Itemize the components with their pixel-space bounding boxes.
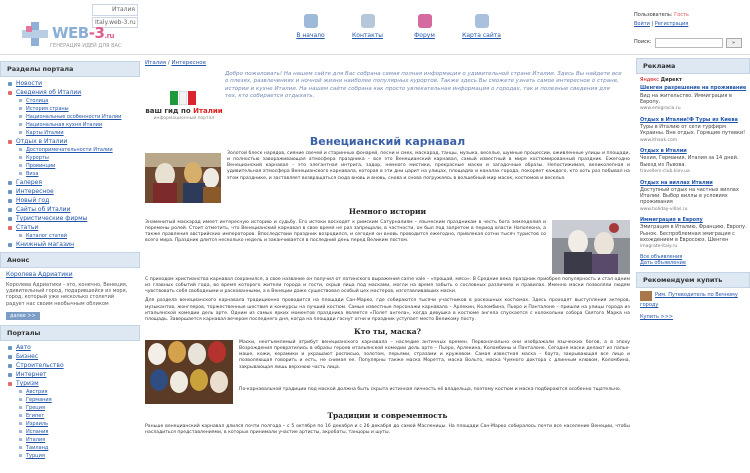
- ad-item: [640, 217, 748, 250]
- book-cover-image: [640, 291, 652, 301]
- carnival-photo-2: [552, 220, 630, 274]
- sidebar-item[interactable]: [6, 178, 136, 187]
- sidebar-item[interactable]: [6, 214, 136, 223]
- sidebar-item-label[interactable]: Карты Италии: [26, 130, 64, 137]
- contacts-icon: [361, 14, 375, 28]
- carnival-photo-1: [145, 153, 221, 203]
- sidebar-item[interactable]: [6, 196, 136, 205]
- sidebar-item-label[interactable]: Национальные особенности Италии: [26, 114, 122, 121]
- site-logo[interactable]: [22, 20, 132, 50]
- portal-item-label[interactable]: Бизнес: [16, 353, 39, 361]
- anons-box: [0, 268, 140, 310]
- give-ad-link[interactable]: Дать объявление: [640, 260, 686, 266]
- sidebar-item-label[interactable]: Провинции: [26, 163, 56, 170]
- nav-contacts[interactable]: [339, 14, 396, 48]
- portal-item-label[interactable]: Израиль: [26, 421, 49, 428]
- sidebar-item-label[interactable]: Галерея: [16, 179, 42, 187]
- forum-icon: [418, 14, 432, 28]
- sidebar-subitem[interactable]: [6, 154, 136, 162]
- sections-panel-title: Разделы портала: [0, 61, 140, 77]
- sidebar-item-label[interactable]: Интересное: [16, 188, 54, 196]
- sidebar-subitem[interactable]: [6, 129, 136, 137]
- ads-links: [636, 252, 750, 269]
- sidebar-item-label[interactable]: История страны: [26, 106, 69, 113]
- italy-flag-icon: [170, 91, 196, 105]
- login-link[interactable]: Войти: [634, 21, 650, 28]
- portal-subitem[interactable]: [6, 396, 136, 404]
- ad-body: Чеxия, Германия, Италия за 14 дней. Выезд из Львова.: [640, 155, 739, 168]
- sidebar-subitem[interactable]: [6, 105, 136, 113]
- anons-panel-title: Анонс: [0, 252, 140, 268]
- sidebar-item-label[interactable]: Новости: [16, 80, 43, 88]
- sidebar-item-label[interactable]: Сайты об Италии: [16, 206, 71, 214]
- welcome-text: Добро пожаловать! На нашем сайте для Вас собрана самая полная информация о удивительной стране Италии. Здесь Вы найдете все о плезях, развлечениях и ночной жизни наиболее популярных курортов. Также здесь Вы сможете узнать самое интересное о стране, истории и кухне Италии. На нашем сайте собрана как просто увлекательная информация о городах, так и полезные сведения для тех, кто собирается отдыхать.: [225, 71, 622, 100]
- sidebar-subitem[interactable]: [6, 170, 136, 178]
- portal-subitem[interactable]: [6, 444, 136, 452]
- portal-item[interactable]: [6, 361, 136, 370]
- right-sidebar: [636, 58, 750, 473]
- logo-wordmark: WEB-3.ru: [52, 24, 115, 42]
- portal-subitem[interactable]: [6, 428, 136, 436]
- guide-badge-subtitle: информационный портал: [153, 116, 215, 121]
- breadcrumb-current[interactable]: Интересное: [171, 60, 206, 66]
- sidebar-item-label[interactable]: Туристические фирмы: [16, 215, 88, 223]
- sidebar-subitem[interactable]: [6, 232, 136, 240]
- search-button[interactable]: »: [726, 38, 742, 48]
- guide-badge-title: ваш гид по Италии: [145, 107, 223, 115]
- nav-home[interactable]: [282, 14, 339, 48]
- user-box: Пользователь: Гость Войти | Регистрация Поиск: »: [634, 12, 744, 48]
- sidebar-item[interactable]: [6, 137, 136, 146]
- ad-title[interactable]: Отдых на виллах Италии: [640, 179, 713, 186]
- anons-link[interactable]: Королева Адриатики: [6, 271, 73, 279]
- article-paragraph-1: Золотой блеск нарядов, сияние свечей и старинных фонарей, песни и смех, маскарад, танцы, музыка, веселье, шумные процессии, оживленные улицы и площади, и полностью завораживающая атмосфера праздника – все это Венецианский карнавал, самый известный в мире костюмированный праздник. Ежегодно Венецианский карнавал – это элегантная интрига, задор, немного мистики, прекрасные маски и загадочные образы. Непостижимая, великолепная и удивительная атмосфера Венецианского карнавала, которая в эти дни царит на улицах, площадях и каналах города, покоряет каждого, кто хоть раз побывал на этом празднике, и заставляет возвращаться сюда вновь и вновь, снова и снова погружаясь в волшебный мир масок, костюмов и веселья.: [227, 151, 630, 181]
- anons-more-button[interactable]: далее >>: [6, 312, 40, 320]
- sidebar-item-label[interactable]: Каталог статей: [26, 233, 68, 240]
- article-paragraph-4: Для раздела венецианского карнавала традиционно проводится на площади Сан-Марко, где собираются тысячи участников в роскошных костюмах. Здесь проходят выступления актеров, музыкантов, жонглеров, торжественные шествия и конкурсы на лучший костюм. Самые известные персонажи карнавала – Арлекин, Коломбина, Пьеро и Панталоне – пришли на улицы города из итальянской комедии дель арте. Одним из самых ярких моментов праздника является «Полет ангела», когда девушка в костюме ангела спускается с колокольни собора Святого Марка на площадь. Завершается карнавал вечером последнего дня, когда на площади гаснут огни и праздник уступает место Великому посту.: [145, 298, 630, 322]
- sidebar-item-label[interactable]: Отдых в Италии: [16, 138, 68, 146]
- sidebar-subitem[interactable]: [6, 113, 136, 121]
- portal-item-label[interactable]: Строительство: [16, 362, 64, 370]
- portal-subitem[interactable]: [6, 420, 136, 428]
- ad-url[interactable]: travellers-club.kiev.ua: [640, 168, 690, 174]
- portal-item-label[interactable]: Италия: [26, 437, 46, 444]
- nav-forum[interactable]: [396, 14, 453, 48]
- ad-item: [640, 117, 748, 143]
- portal-item-label[interactable]: Австрия: [26, 389, 48, 396]
- sidebar-item-label[interactable]: Национальная кухня Италии: [26, 122, 103, 129]
- sections-tree: [0, 77, 140, 249]
- ad-title[interactable]: Отдых в Италии!Ф Туры из Киева: [640, 116, 738, 123]
- ad-title[interactable]: Иммиграция в Европу: [640, 217, 703, 224]
- sidebar-item[interactable]: [6, 79, 136, 88]
- sidebar-item-label[interactable]: Виза: [26, 171, 39, 178]
- ad-url[interactable]: imagrate-italy.ru: [640, 244, 678, 250]
- article-paragraph-5: Маски, неотъемлемый атрибут венецианского карнавала – наследие античных времен. Первоначально они изображали языческих богов, а в эпоху Возрождения превратились в образы героев итальянской комедии дель арте – Пьеро, Арлекина, Коломбины и Панталоне. Сегодня маски делают из папье-маше, кожи, керамики и украшают росписью, золотом, перьями, стразами и кружевом. Самая известная маска – баута, закрывающая все лицо и позволяющая говорить и есть, не снимая ее. Популярны также маска Моретта, маска Вольто, маска Чумного доктора с длинным клювом, Коломбина, закрывающая лишь верхнюю часть лица.: [239, 339, 630, 370]
- anons-text: Королева Адриатики - это, конечно, Венеция, удивительный город, подарившейся из моря, город, который уже несколько столетий радует нас своим необычным обликом: [6, 281, 128, 307]
- portal-subitem[interactable]: [6, 388, 136, 396]
- sidebar-item[interactable]: [6, 187, 136, 196]
- ad-url[interactable]: www.holiday-villas.ru: [640, 206, 688, 212]
- ad-title[interactable]: Шенген разрешение на проживание: [640, 85, 747, 92]
- portal-subitem[interactable]: [6, 452, 136, 460]
- portal-subitem[interactable]: [6, 412, 136, 420]
- portal-item-label[interactable]: Турция: [26, 453, 45, 460]
- logo-cross-icon: [22, 22, 48, 46]
- recommend-link[interactable]: Рим. Путеводитель по Вечному городу: [640, 292, 738, 309]
- ad-item: [640, 180, 748, 213]
- article-paragraph-6: По-карнавальной традиции под маской должна быть скрыта истинная личность её владельца, поэтому костюм и маска подбираются особенно тщательно.: [239, 386, 622, 392]
- portal-subitem[interactable]: [6, 436, 136, 444]
- ad-item: [640, 148, 748, 174]
- portals-tree: [0, 341, 140, 460]
- ad-title[interactable]: Отдых в Италии: [640, 148, 687, 155]
- portal-item-label[interactable]: Интернет: [16, 371, 47, 379]
- article-title: Венецианский карнавал: [309, 135, 466, 148]
- ad-body: Туры в Италию от сети турфирм Украины. Bнe отдыx. Горящие путевки!: [640, 124, 746, 137]
- section-heading-who: Кто ты, маска?: [353, 326, 422, 336]
- article-paragraph-7: Раньше венецианский карнавал длился почти полгода – с 5 октября по 16 декабря и с 26 декабря до самой Масленицы. На площади Сан-Марко собиралось почти все население Венеции, чтобы насладиться представлениями, в которых принимали участие артисты, акробаты, танцоры и шуты.: [145, 423, 630, 436]
- left-sidebar: [0, 58, 140, 473]
- section-heading-tradition: Традиции и современность: [327, 410, 448, 420]
- portal-item[interactable]: [6, 370, 136, 379]
- sidebar-item-label[interactable]: Курорты: [26, 155, 49, 162]
- ad-body: Доступный отдых на частных виллах Италии. Выбор виллы в условиях проживания: [640, 186, 739, 206]
- search-form: [634, 38, 744, 48]
- portal-subitem[interactable]: [6, 404, 136, 412]
- nav-forum-label[interactable]: Форум: [414, 32, 435, 39]
- article-paragraph-3: С приходом христианства карнавал сохранился, а свое название он получил от латинского выражения carne vale – «прощай, мясо». В Средние века праздник приобрел популярность и стал одним из главных событий года, во время которого жители города и гости, скрыв лица под масками, могли на время забыть о сословных различиях и правилах. Именно маски позволяли людям чувствовать себя свободными и раскованными, а в Венеции даже существовал особый цех мастеров, изготавливавших маски.: [145, 277, 630, 295]
- guide-badge: [145, 91, 223, 123]
- sidebar-subitem[interactable]: [6, 162, 136, 170]
- ad-body: Эмиграция в Италию, Францию, Европу. Рынок. Беспроблемная эмиграция с вхождением в Евросоюз. Шенген: [640, 224, 747, 243]
- search-input[interactable]: [655, 38, 723, 48]
- ads-block: [636, 74, 750, 252]
- breadcrumb-home[interactable]: Италия: [145, 60, 167, 66]
- ad-url[interactable]: www.ithaak.com: [640, 137, 678, 143]
- ad-body: Вид на жительство. Иммиграция в Европу.: [640, 92, 732, 105]
- sitemap-icon: [475, 14, 489, 28]
- sidebar-item-label[interactable]: Книжный магазин: [16, 241, 74, 249]
- register-link[interactable]: Регистрация: [654, 21, 689, 28]
- ads-panel-title: Реклама: [636, 58, 750, 74]
- sidebar-item-label[interactable]: Столица: [26, 98, 49, 105]
- portal-item-label[interactable]: Испания: [26, 429, 49, 436]
- portal-item-label[interactable]: Таиланд: [26, 445, 49, 452]
- home-icon: [304, 14, 318, 28]
- recommend-item: [636, 288, 750, 323]
- sidebar-item-label[interactable]: Статьи: [16, 224, 39, 232]
- sidebar-subitem[interactable]: [6, 146, 136, 154]
- portal-item-label[interactable]: Египет: [26, 413, 45, 420]
- recommend-panel-title: Рекомендуем купить: [636, 272, 750, 288]
- nav-contacts-label[interactable]: Контакты: [352, 32, 383, 39]
- portal-item-label[interactable]: Туризм: [16, 380, 39, 388]
- nav-sitemap-label[interactable]: Карта сайта: [462, 32, 501, 39]
- yandex-direct-label: Яндекс Директ: [640, 77, 682, 84]
- nav-home-label[interactable]: В начало: [296, 32, 325, 39]
- site-domain-label: Italy.web-3.ru: [92, 17, 138, 29]
- logo-slogan: ГЕНЕРАЦИЯ ИДЕЙ ДЛЯ ВАС: [50, 43, 122, 49]
- sidebar-item-label[interactable]: Новый год: [16, 197, 50, 205]
- header: [0, 0, 750, 55]
- portal-item-label[interactable]: Германия: [26, 397, 52, 404]
- sidebar-item-label[interactable]: Сведения об Италии: [16, 89, 82, 97]
- sidebar-item[interactable]: [6, 223, 136, 232]
- main-nav: [282, 14, 510, 48]
- sidebar-item-label[interactable]: Достопримечательности Италии: [26, 147, 113, 154]
- sidebar-item[interactable]: [6, 88, 136, 97]
- breadcrumb: [145, 60, 630, 69]
- all-ads-link[interactable]: Все объявления: [640, 253, 683, 260]
- sidebar-subitem[interactable]: [6, 97, 136, 105]
- user-label: Пользователь:: [634, 12, 673, 18]
- article-paragraph-2: Знаменитый маскарад имеет интересную историю и судьбу. Его истоки восходят к римским Сатурналиям – языческим праздникам в честь бога земледелия и перемены ролей. Стоит отметить, что Венецианский карнавал в свое время не раз запрещали, в частности, он был под запретом в период власти Наполеона, а также правления австрийских императоров. Впоследствии праздник возродился, и сегодня он вновь проводится ежегодно, привлекая сотни тысяч туристов со всего мира. Праздник длится несколько недель и заканчивается в последний день перед Великим постом.: [145, 220, 546, 244]
- buy-link[interactable]: Купить >>>: [640, 313, 674, 320]
- sidebar-subitem[interactable]: [6, 121, 136, 129]
- site-region-label: Италия: [92, 4, 138, 16]
- portal-item[interactable]: [6, 379, 136, 388]
- ad-item: [640, 85, 748, 111]
- portal-item[interactable]: [6, 343, 136, 352]
- welcome-block: [145, 69, 630, 127]
- portals-panel-title: Порталы: [0, 325, 140, 341]
- sidebar-item[interactable]: [6, 240, 136, 249]
- portal-item[interactable]: [6, 352, 136, 361]
- user-guest: Гость: [674, 12, 689, 18]
- breadcrumb-separator: /: [166, 60, 172, 66]
- ad-url[interactable]: www.emigracia.ru: [640, 106, 681, 112]
- nav-sitemap[interactable]: [453, 14, 510, 48]
- main-content: [145, 60, 630, 473]
- search-label: Поиск:: [634, 39, 652, 46]
- portal-item-label[interactable]: Греция: [26, 405, 45, 412]
- sidebar-item[interactable]: [6, 205, 136, 214]
- portal-item-label[interactable]: Авто: [16, 344, 31, 352]
- masks-photo: [145, 340, 233, 404]
- section-heading-history: Немного истории: [348, 207, 427, 216]
